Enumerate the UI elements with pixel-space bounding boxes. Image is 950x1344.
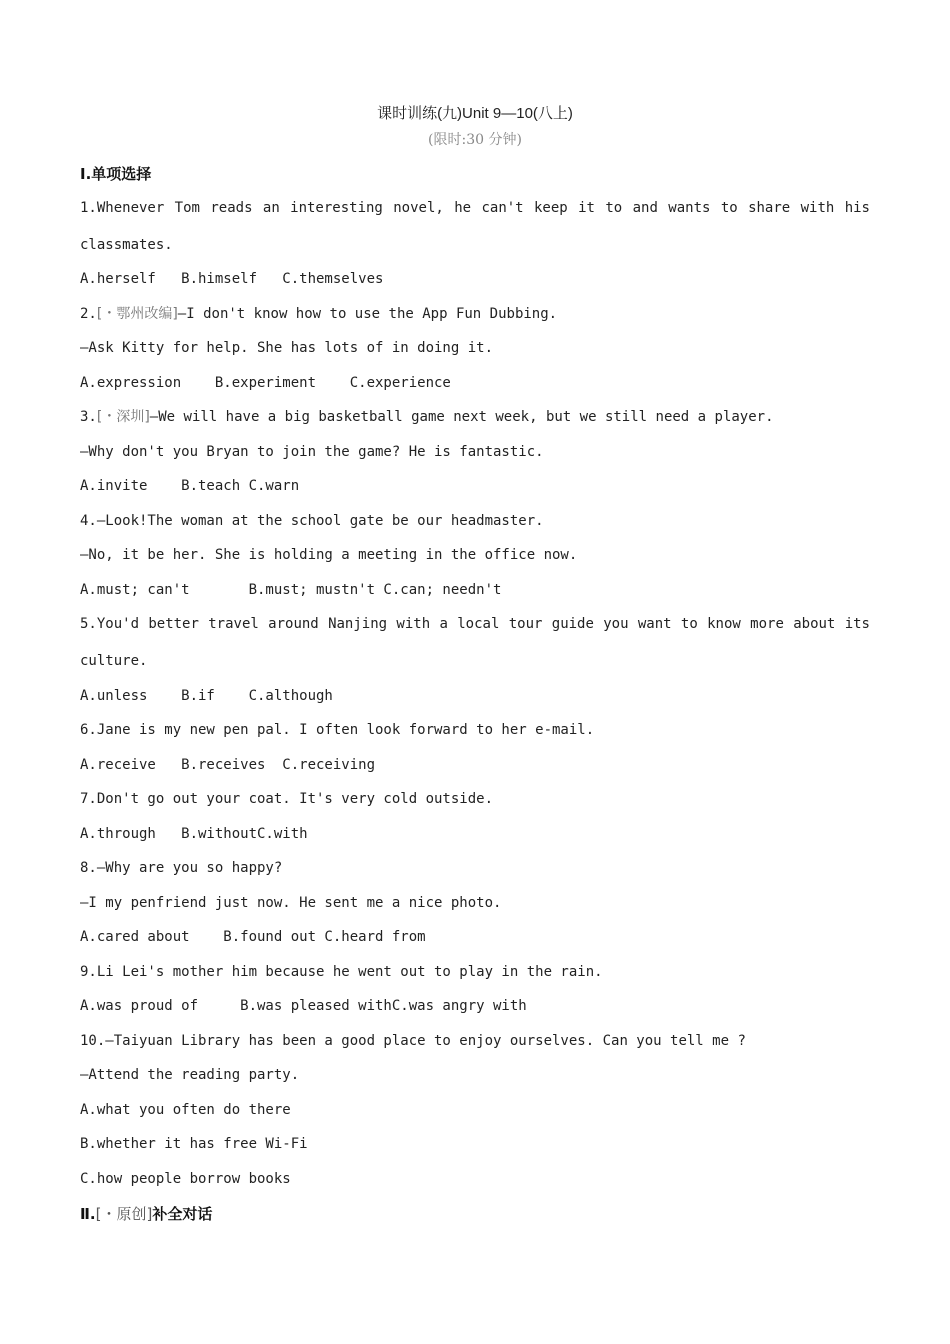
question-3-options: A.invite B.teach C.warn (80, 478, 300, 494)
question-9-stem: 9.Li Lei's mother him because he went out to play in the rain. (80, 964, 603, 980)
question-1-options: A.herself B.himself C.themselves (80, 271, 384, 287)
section-2-source: [・原创] (95, 1205, 153, 1223)
question-8-reply: —I my penfriend just now. He sent me a nice photo. (80, 895, 502, 911)
question-10-reply: —Attend the reading party. (80, 1067, 300, 1083)
question-4-reply: —No, it be her. She is holding a meeting in the office now. (80, 547, 578, 563)
question-6-stem: 6.Jane is my new pen pal. I often look forward to her e-mail. (80, 722, 595, 738)
question-2-options: A.expression B.experiment C.experience (80, 375, 451, 391)
question-2-stem (80, 304, 557, 324)
question-5-stem: 5.You'd better travel around Nanjing with a local tour guide you want to know more about its (80, 616, 870, 632)
question-5-stem-cont: culture. (80, 653, 148, 669)
question-8-stem: 8.—Why are you so happy? (80, 860, 283, 876)
question-10-option-b: B.whether it has free Wi-Fi (80, 1136, 308, 1152)
question-3-text: —We will have a big basketball game next week, but we still need a player. (149, 409, 774, 425)
question-8-options: A.cared about B.found out C.heard from (80, 929, 426, 945)
question-5-options: A.unless B.if C.although (80, 688, 333, 704)
question-7-options: A.through B.withoutC.with (80, 826, 308, 842)
question-4-stem: 4.—Look!The woman at the school gate be our headmaster. (80, 513, 544, 529)
question-1-stem-cont: classmates. (80, 237, 173, 253)
section-2-number: Ⅱ. (80, 1205, 96, 1223)
question-3-reply: —Why don't you Bryan to join the game? He is fantastic. (80, 444, 544, 460)
question-2-text: —I don't know how to use the App Fun Dubbing. (177, 306, 558, 322)
question-10-option-a: A.what you often do there (80, 1102, 291, 1118)
question-2-source: [・鄂州改编] (96, 306, 178, 322)
question-1-stem: 1.Whenever Tom reads an interesting novel, he can't keep it to and wants to share with his (80, 200, 870, 216)
page-title: 课时训练(九)Unit 9—10(八上) (377, 105, 573, 122)
section-heading-dialogue (80, 1203, 212, 1224)
question-3-stem (80, 407, 774, 427)
question-3-number: 3. (80, 409, 97, 425)
question-6-options: A.receive B.receives C.receiving (80, 757, 376, 773)
question-3-source: [・深圳] (96, 409, 150, 425)
time-limit: (限时:30 分钟) (428, 132, 522, 148)
question-2-reply: —Ask Kitty for help. She has lots of in doing it. (80, 340, 494, 356)
question-10-option-c: C.how people borrow books (80, 1171, 291, 1187)
question-2-number: 2. (80, 306, 97, 322)
section-heading-multiple-choice: Ⅰ.单项选择 (80, 165, 152, 183)
question-10-stem: 10.—Taiyuan Library has been a good place to enjoy ourselves. Can you tell me ? (80, 1033, 746, 1049)
question-4-options: A.must; can't B.must; mustn't C.can; needn't (80, 582, 502, 598)
section-2-title: 补全对话 (152, 1205, 213, 1223)
question-7-stem: 7.Don't go out your coat. It's very cold outside. (80, 791, 494, 807)
question-9-options: A.was proud of B.was pleased withC.was angry with (80, 998, 527, 1014)
